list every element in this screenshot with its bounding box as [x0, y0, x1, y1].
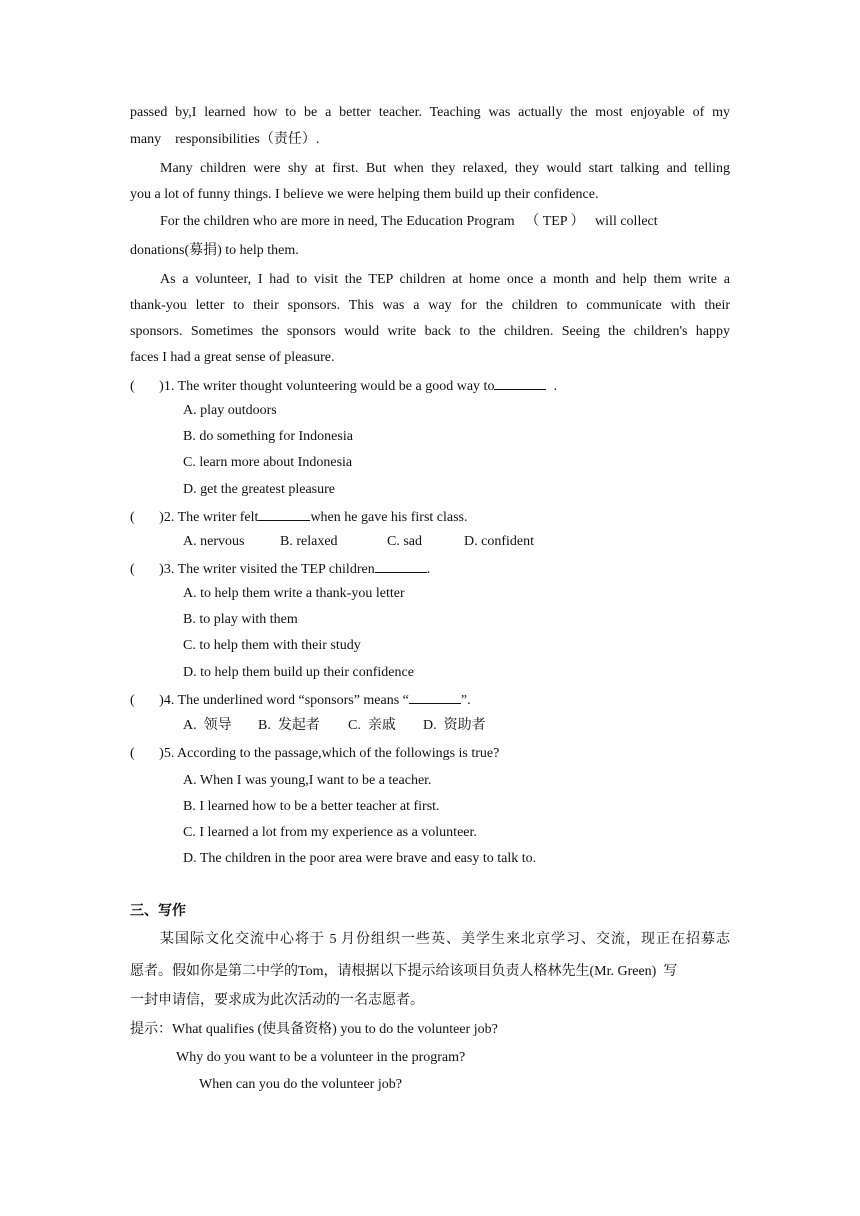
option-a: A. When I was young,I want to be a teacher. [183, 773, 432, 788]
hint-line [130, 1021, 498, 1039]
passage-line: passed by,I learned how to be a better teacher. Teaching was actually the most enjoyable of my [130, 105, 730, 120]
passage-line: faces I had a great sense of pleasure. [130, 350, 335, 365]
option-b: B. 发起者 [258, 718, 320, 733]
question-text-end: when he gave his first class. [310, 510, 468, 525]
passage-line: Many children were shy at first. But when they relaxed, they would start talking and telling [160, 161, 730, 176]
passage-line: you a lot of funny things. I believe we were helping them build up their confidence. [130, 187, 599, 202]
option-c: C. 亲戚 [348, 718, 396, 733]
hint-line: When can you do the volunteer job? [199, 1077, 402, 1092]
option-d: D. The children in the poor area were brave and easy to talk to. [183, 851, 537, 866]
passage-line: sponsors. Sometimes the sponsors would write back to the children. Seeing the children's happy [130, 324, 730, 339]
option-d: D. confident [464, 534, 534, 549]
question-text-end: . [546, 379, 557, 394]
option-b: B. I learned how to be a better teacher at first. [183, 799, 440, 814]
option-a: A. to help them write a thank-you letter [183, 586, 405, 601]
question-4 [130, 690, 471, 710]
answer-blank [258, 507, 310, 521]
option-a: A. play outdoors [183, 403, 277, 418]
option-d: D. 资助者 [423, 718, 486, 733]
option-a: A. nervous [183, 534, 245, 549]
question-text: 4. The underlined word “sponsors” means “ [163, 693, 409, 708]
passage-line: thank-you letter to their sponsors. This was a way for the children to communicate with their [130, 298, 730, 313]
option-c: C. sad [387, 534, 422, 549]
option-d: D. get the greatest pleasure [183, 482, 335, 497]
option-d: D. to help them build up their confidence [183, 665, 414, 680]
option-b: B. relaxed [280, 534, 338, 549]
answer-blank [375, 559, 427, 573]
question-text: 2. The writer felt [163, 510, 259, 525]
section-heading: 三、写作 [130, 904, 186, 919]
hint-line: Why do you want to be a volunteer in the program? [176, 1050, 466, 1065]
writing-intro-line: 某国际文化交流中心将于 5 月份组织一些英、美学生来北京学习、交流，现正在招募志 [160, 932, 730, 947]
question-1 [130, 376, 557, 396]
question-text-end: . [426, 562, 431, 577]
writing-intro-line: 愿者。假如你是第二中学的Tom，请根据以下提示给该项目负责人格林先生(Mr. Green) 写 [130, 964, 678, 979]
writing-intro-line: 一封申请信，要求成为此次活动的一名志愿者。 [130, 993, 424, 1008]
question-text-end: ”. [460, 693, 471, 708]
option-b: B. to play with them [183, 612, 298, 627]
option-c: C. I learned a lot from my experience as a volunteer. [183, 825, 477, 840]
option-c: C. to help them with their study [183, 638, 361, 653]
question-3 [130, 559, 430, 579]
answer-blank [409, 690, 461, 704]
question-text: 5. According to the passage,which of the followings is true? [163, 746, 500, 761]
passage-line: many responsibilities（责任）. [130, 132, 320, 147]
answer-bracket[interactable]: ( ) [130, 746, 164, 761]
passage-line: donations(募捐) to help them. [130, 243, 299, 258]
question-2 [130, 507, 468, 527]
hint-text: What qualifies (使具备资格) you to do the volunteer job? [172, 1022, 498, 1037]
passage-line: For the children who are more in need, The Education Program （ TEP ） will collect [160, 214, 658, 229]
question-5 [130, 745, 499, 763]
answer-bracket[interactable]: ( ) [130, 510, 164, 525]
passage-line: As a volunteer, I had to visit the TEP children at home once a month and help them write a [160, 272, 730, 287]
question-text: 1. The writer thought volunteering would be a good way to [163, 379, 495, 394]
option-a: A. 领导 [183, 718, 232, 733]
option-b: B. do something for Indonesia [183, 429, 353, 444]
answer-bracket[interactable]: ( ) [130, 379, 164, 394]
hint-label: 提示： [130, 1022, 172, 1037]
option-c: C. learn more about Indonesia [183, 455, 353, 470]
question-text: 3. The writer visited the TEP children [163, 562, 375, 577]
answer-bracket[interactable]: ( ) [130, 693, 164, 708]
answer-blank [494, 376, 546, 390]
answer-bracket[interactable]: ( ) [130, 562, 164, 577]
